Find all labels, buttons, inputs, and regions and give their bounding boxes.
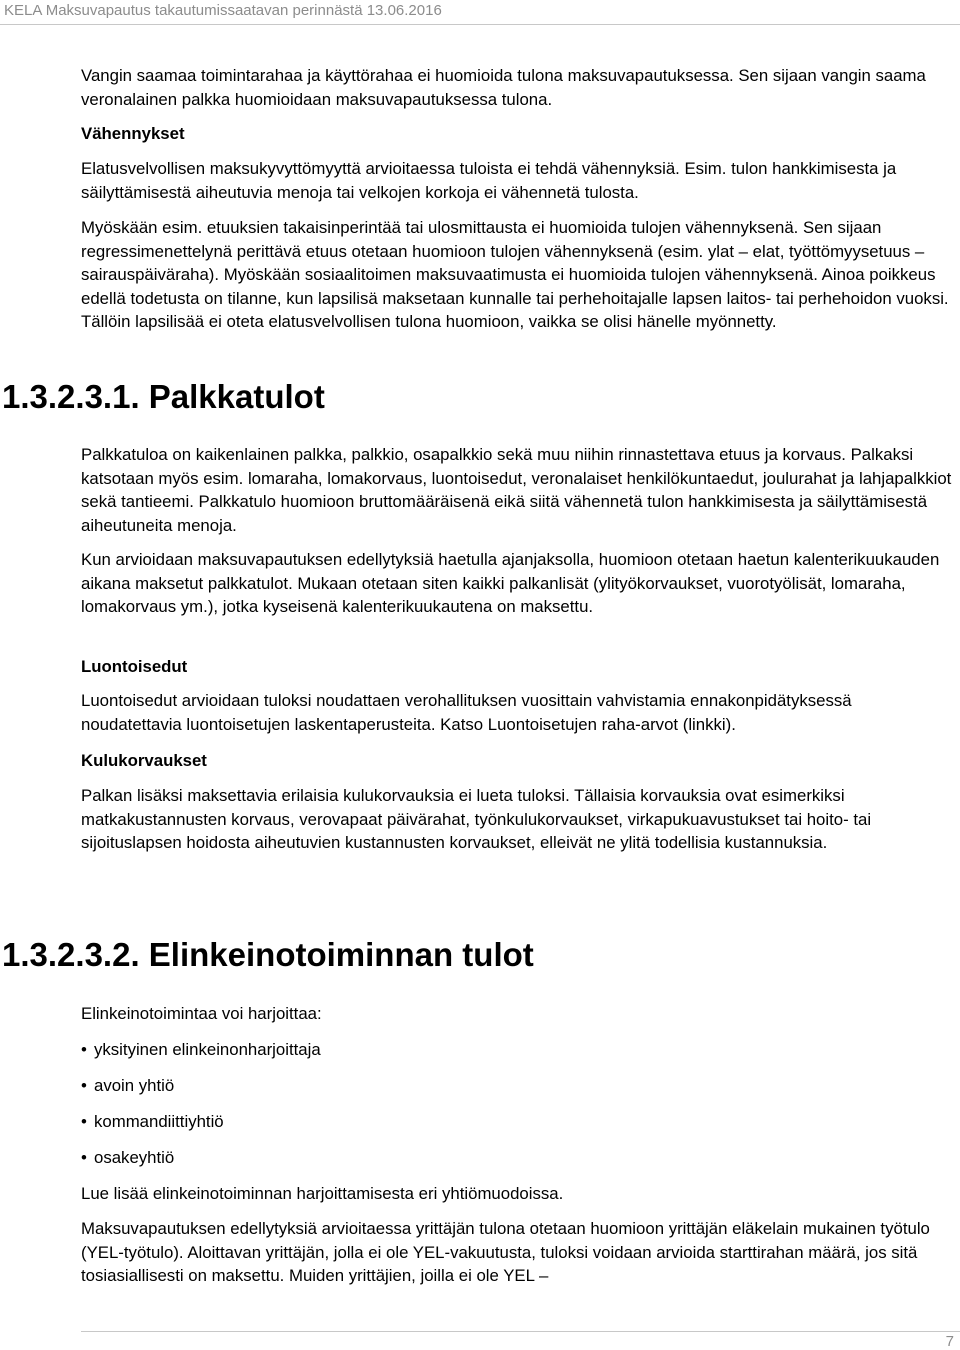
page-number: 7 (945, 1333, 954, 1350)
paragraph-palkan-lisaksi: Palkan lisäksi maksettavia erilaisia kulukorvauksia ei lueta tuloksi. Tällaisia korvauksia ovat esimerkiksi matkakustannusten korvaus, verovapaat päivärahat, työnkulukorvaukset, virkapukuavustukset tai hoito- tai sijoituslapsen hoidosta aiheutuvien kustannusten korvaukset, elleivät ne ylitä todellisia kustannuksia. (81, 786, 872, 853)
page-header (0, 0, 960, 25)
paragraph-elinkeinotoimintaa: Elinkeinotoimintaa voi harjoittaa: (81, 1004, 322, 1023)
header-text: KELA Maksuvapautus takautumissaatavan perinnästä 13.06.2016 (4, 2, 442, 19)
paragraph-kun-arvioidaan: Kun arvioidaan maksuvapautuksen edellytyksiä haetulla ajanjaksolla, huomioon otetaan haetun kalenterikuukauden aikana maksetut palkkatulot. Mukaan otetaan siten kaikki palkanlisät (ylityökorvaukset, vuorotyölisät, lomaraha, lomakorvaus ym.), jotka kyseisenä kalenterikuukautena on maksettu. (81, 550, 940, 617)
paragraph-lue-lisaa: Lue lisää elinkeinotoiminnan harjoittamisesta eri yhtiömuodoissa. (81, 1184, 564, 1203)
list-item: • kommandiittiyhtiö (81, 1112, 224, 1131)
section-heading-elinkeinotoiminta: 1.3.2.3.2. Elinkeinotoiminnan tulot (2, 936, 534, 973)
subheading-kulukorvaukset: Kulukorvaukset (81, 751, 207, 770)
paragraph-myoskaan: Myöskään esim. etuuksien takaisinperintää tai ulosmittausta ei huomioida tulojen vähennyksenä. Sen sijaan regressimenettelynä perittävä etuus otetaan huomioon tulojen vähennyksenä (esim. ylat – elat, työttömyysetuus – sairauspäiväraha). Myöskään sosiaalitoimen maksuvaatimusta ei huomioida tulojen vähennyksenä. Ainoa poikkeus edellä todetusta on tilanne, kun lapsilisä maksetaan kunnalle tai perhehoitajalle lapsen laitos- tai perhehoidon vuoksi. Tällöin lapsilisää ei oteta elatusvelvollisen tulona huomioon, vaikka se olisi hänelle myönnetty. (81, 218, 949, 332)
subheading-luontoisedut: Luontoisedut (81, 657, 188, 676)
footer-divider (81, 1331, 960, 1332)
list-item: • yksityinen elinkeinonharjoittaja (81, 1040, 321, 1059)
paragraph-palkkatuloa: Palkkatuloa on kaikenlainen palkka, palkkio, osapalkkio sekä muu niihin rinnastettava etuus ja korvaus. Palkaksi katsotaan myös esim. lomaraha, lomakorvaus, luontoisedut, veronalaiset henkilökuntaedut, joulurahat ja lahjapalkkiot sekä tantieemi. Palkkatulo huomioon bruttomääräisenä eikä siitä vähennetä tulon hankkimisesta ja säilyttämisestä aiheutuneita menoja. (81, 445, 952, 535)
paragraph-vangin: Vangin saamaa toimintarahaa ja käyttörahaa ei huomioida tulona maksuvapautuksessa. Sen sijaan vangin saama veronalainen palkka huomioidaan maksuvapautuksessa tulona. (81, 66, 926, 109)
section-heading-palkkatulot: 1.3.2.3.1. Palkkatulot (2, 378, 325, 415)
subheading-vahennykset: Vähennykset (81, 124, 185, 143)
list-item: • avoin yhtiö (81, 1076, 175, 1095)
paragraph-elatusvelvollisen: Elatusvelvollisen maksukyvyttömyyttä arvioitaessa tuloista ei tehdä vähennyksiä. Esim. tulon hankkimisesta ja säilyttämisestä aiheutuvia menoja tai velkojen korkoja ei vähennetä tulosta. (81, 159, 897, 202)
paragraph-maksuvapautuksen: Maksuvapautuksen edellytyksiä arvioitaessa yrittäjän tulona otetaan huomioon yrittäjän eläkelain mukainen työtulo (YEL-työtulo). Aloittavan yrittäjän, jolla ei ole YEL-vakuutusta, tuloksi voidaan arvioida starttirahan määrä, jos sitä tosiasiallisesti on maksettu. Muiden yrittäjien, joilla ei ole YEL – (81, 1219, 930, 1286)
paragraph-luontoisedut: Luontoisedut arvioidaan tuloksi noudattaen verohallituksen vuosittain vahvistamia ennakonpidätyksessä noudatettavia luontoisetujen laskentaperusteita. Katso Luontoisetujen raha-arvot (linkki). (81, 691, 852, 734)
list-item: • osakeyhtiö (81, 1148, 175, 1167)
